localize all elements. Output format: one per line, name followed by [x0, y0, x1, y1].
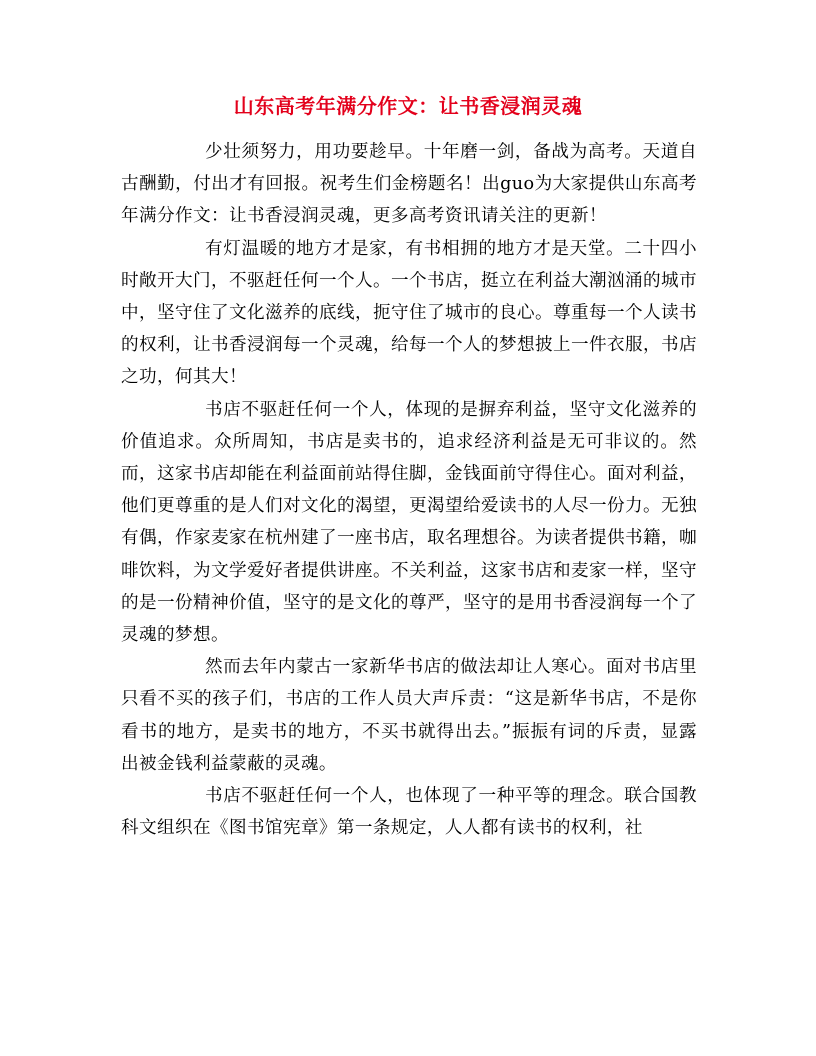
document-body: [121, 136, 697, 844]
document-title: 山东高考年满分作文：让书香浸润灵魂: [233, 94, 583, 118]
paragraph-cultural-value: 书店不驱赶任何一个人，体现的是摒弃利益，坚守文化滋养的价值追求。众所周知，书店是卖书的，追求经济利益是无可非议的。然而，这家书店却能在利益面前站得住脚，金钱面前守得住心。面对利益，他们更尊重的是人们对文化的渴望，更渴望给爱读书的人尽一份力。无独有偶，作家麦家在杭州建了一座书店，取名理想谷。为读者提供书籍，咖啡饮料，为文学爱好者提供讲座。不关利益，这家书店和麦家一样，坚守的是一份精神价值，坚守的是文化的尊严，坚守的是用书香浸润每一个了灵魂的梦想。: [121, 399, 697, 646]
paragraph-equality: 书店不驱赶任何一个人，也体现了一种平等的理念。联合国教科文组织在《图书馆宪章》第一条规定，人人都有读书的权利，社: [121, 786, 697, 839]
paragraph-intro: 少壮须努力，用功要趁早。十年磨一剑，备战为高考。天道自古酬勤，付出才有回报。祝考生们金榜题名！出guo为大家提供山东高考年满分作文：让书香浸润灵魂，更多高考资讯请关注的更新！: [121, 142, 697, 227]
paragraph-bookstore-open: 有灯温暖的地方才是家，有书相拥的地方才是天堂。二十四小时敞开大门，不驱赶任何一个人。一个书店，挺立在利益大潮汹涌的城市中，坚守住了文化滋养的底线，扼守住了城市的良心。尊重每一个人读书的权利，让书香浸润每一个灵魂，给每一个人的梦想披上一件衣服，书店之功，何其大！: [121, 238, 697, 388]
paragraph-counter-example: 然而去年内蒙古一家新华书店的做法却让人寒心。面对书店里只看不买的孩子们，书店的工作人员大声斥责：“这是新华书店，不是你看书的地方，是卖书的地方，不买书就得出去。”振振有词的斥责，显露出被金钱利益蒙蔽的灵魂。: [121, 657, 697, 774]
